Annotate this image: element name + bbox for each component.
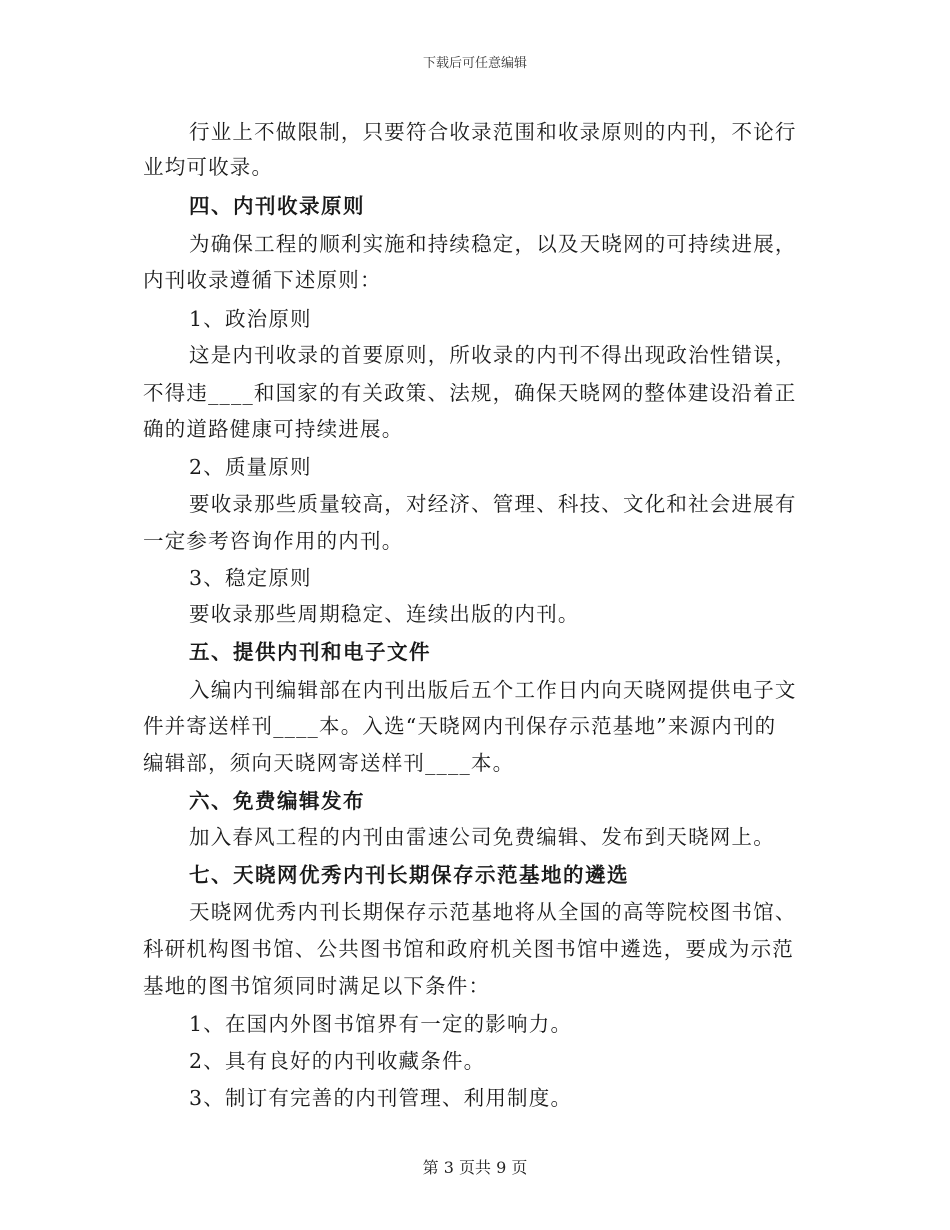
body-line: 入编内刊编辑部在内刊出版后五个工作日内向天晓网提供电子文 <box>189 678 797 702</box>
body-line: 加入春风工程的内刊由雷速公司免费编辑、发布到天晓网上。 <box>189 825 775 849</box>
body-line: 件并寄送样刊____本。入选“天晓网内刊保存示范基地”来源内刊的 <box>143 714 777 738</box>
sub-heading: 2、质量原则 <box>189 455 312 479</box>
body-line: 为确保工程的顺利实施和持续稳定，以及天晓网的可持续进展， <box>189 232 797 256</box>
section-heading: 五、提供内刊和电子文件 <box>189 640 431 664</box>
body-line: 科研机构图书馆、公共图书馆和政府机关图书馆中遴选，要成为示范 <box>143 937 794 961</box>
page-header: 下载后可任意编辑 <box>422 56 527 71</box>
body-line: 编辑部，须向天晓网寄送样刊____本。 <box>143 751 515 775</box>
section-heading: 七、天晓网优秀内刊长期保存示范基地的遴选 <box>189 863 629 887</box>
body-line: 不得违____和国家的有关政策、法规，确保天晓网的整体建设沿着正 <box>143 381 797 405</box>
body-line: 确的道路健康可持续进展。 <box>143 417 404 441</box>
page-footer: 第 3 页共 9 页 <box>422 1158 528 1177</box>
sub-heading: 3、稳定原则 <box>189 566 312 590</box>
body-line: 一定参考咨询作用的内刊。 <box>143 529 404 553</box>
list-item: 3、制订有完善的内刊管理、利用制度。 <box>189 1086 573 1110</box>
body-line: 业均可收录。 <box>143 155 274 179</box>
section-heading: 六、免费编辑发布 <box>189 789 365 813</box>
body-line: 这是内刊收录的首要原则，所收录的内刊不得出现政治性错误， <box>189 343 797 367</box>
list-item: 1、在国内外图书馆界有一定的影响力。 <box>189 1012 573 1036</box>
section-heading: 四、内刊收录原则 <box>189 194 365 218</box>
body-line: 要收录那些周期稳定、连续出版的内刊。 <box>189 602 580 626</box>
body-line: 要收录那些质量较高，对经济、管理、科技、文化和社会进展有 <box>189 492 797 516</box>
body-line: 基地的图书馆须同时满足以下条件： <box>143 974 491 998</box>
body-line: 行业上不做限制，只要符合收录范围和收录原则的内刊，不论行 <box>189 120 797 144</box>
body-line: 内刊收录遵循下述原则： <box>143 268 382 292</box>
body-line: 天晓网优秀内刊长期保存示范基地将从全国的高等院校图书馆、 <box>189 900 797 924</box>
sub-heading: 1、政治原则 <box>189 307 312 331</box>
list-item: 2、具有良好的内刊收藏条件。 <box>189 1049 486 1073</box>
